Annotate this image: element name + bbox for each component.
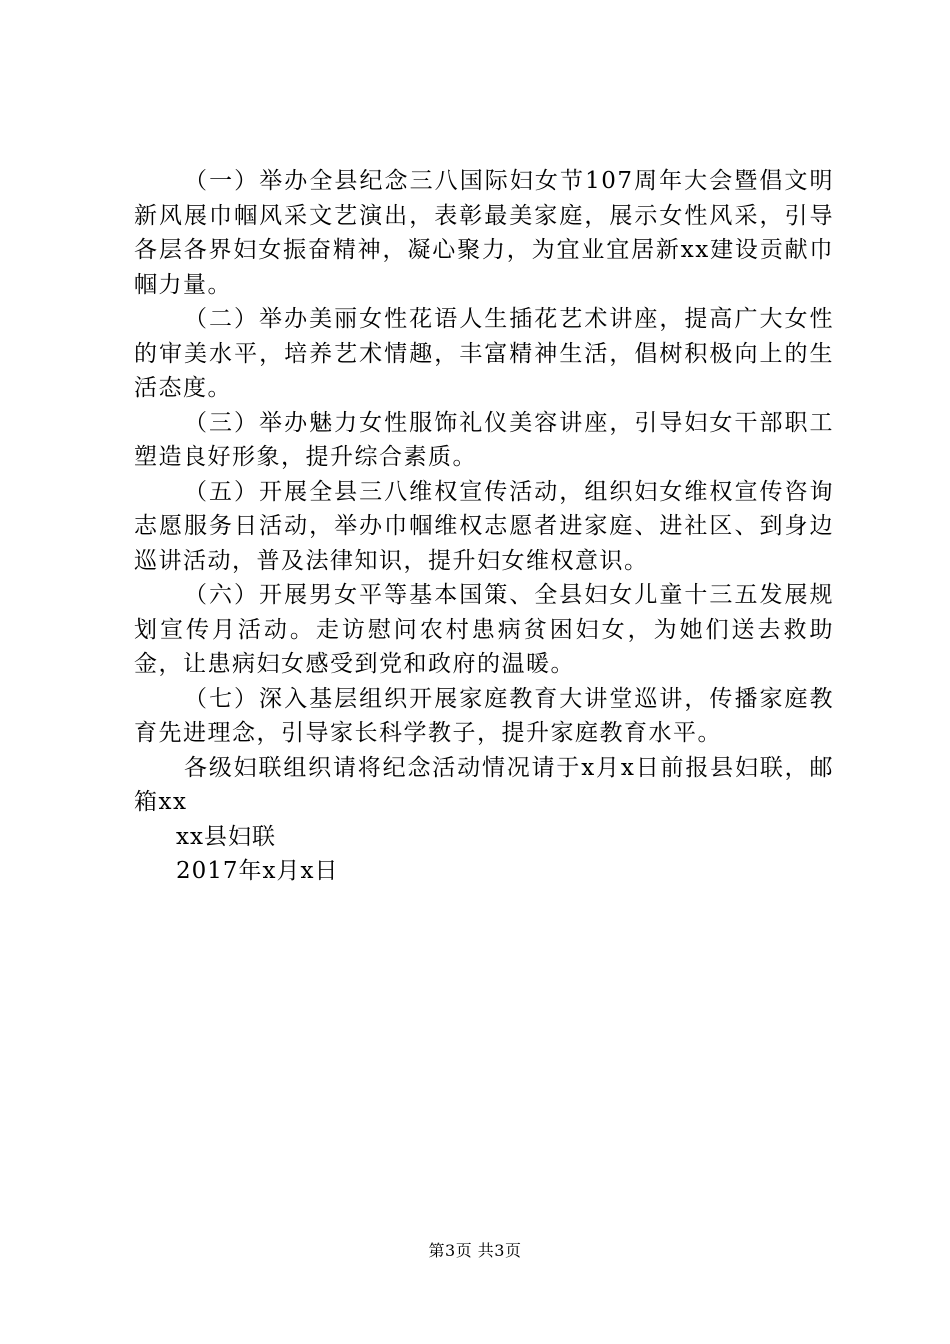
paragraph-activity-6: （六）开展男女平等基本国策、全县妇女儿童十三五发展规划宣传月活动。走访慰问农村患病贫困妇女，为她们送去救助金，让患病妇女感受到党和政府的温暖。 [134,582,834,677]
paragraph-activity-2: （二）举办美丽女性花语人生插花艺术讲座，提高广大女性的审美水平，培养艺术情趣，丰富精神生活，倡树积极向上的生活态度。 [134,306,834,401]
paragraph-activity-1: （一）举办全县纪念三八国际妇女节107周年大会暨倡文明新风展巾帼风采文艺演出，表彰最美家庭，展示女性风采，引导各层各界妇女振奋精神，凝心聚力，为宜业宜居新xx建设贡献巾帼力量。 [134,168,834,298]
page-number-footer: 第3页 共3页 [428,1241,522,1260]
signature-organization: xx县妇联 [176,823,276,850]
paragraph-activity-3: （三）举办魅力女性服饰礼仪美容讲座，引导妇女干部职工塑造良好形象，提升综合素质。 [134,409,834,470]
paragraph-submission-notice: 各级妇联组织请将纪念活动情况请于x月x日前报县妇联，邮箱xx [134,754,834,815]
signature-date: 2017年x月x日 [176,858,339,884]
paragraph-activity-5: （五）开展全县三八维权宣传活动，组织妇女维权宣传咨询志愿服务日活动，举办巾帼维权志愿者进家庭、进社区、到身边巡讲活动，普及法律知识，提升妇女维权意识。 [134,478,834,574]
document-body [134,164,834,889]
paragraph-activity-7: （七）深入基层组织开展家庭教育大讲堂巡讲，传播家庭教育先进理念，引导家长科学教子，提升家庭教育水平。 [134,685,834,746]
